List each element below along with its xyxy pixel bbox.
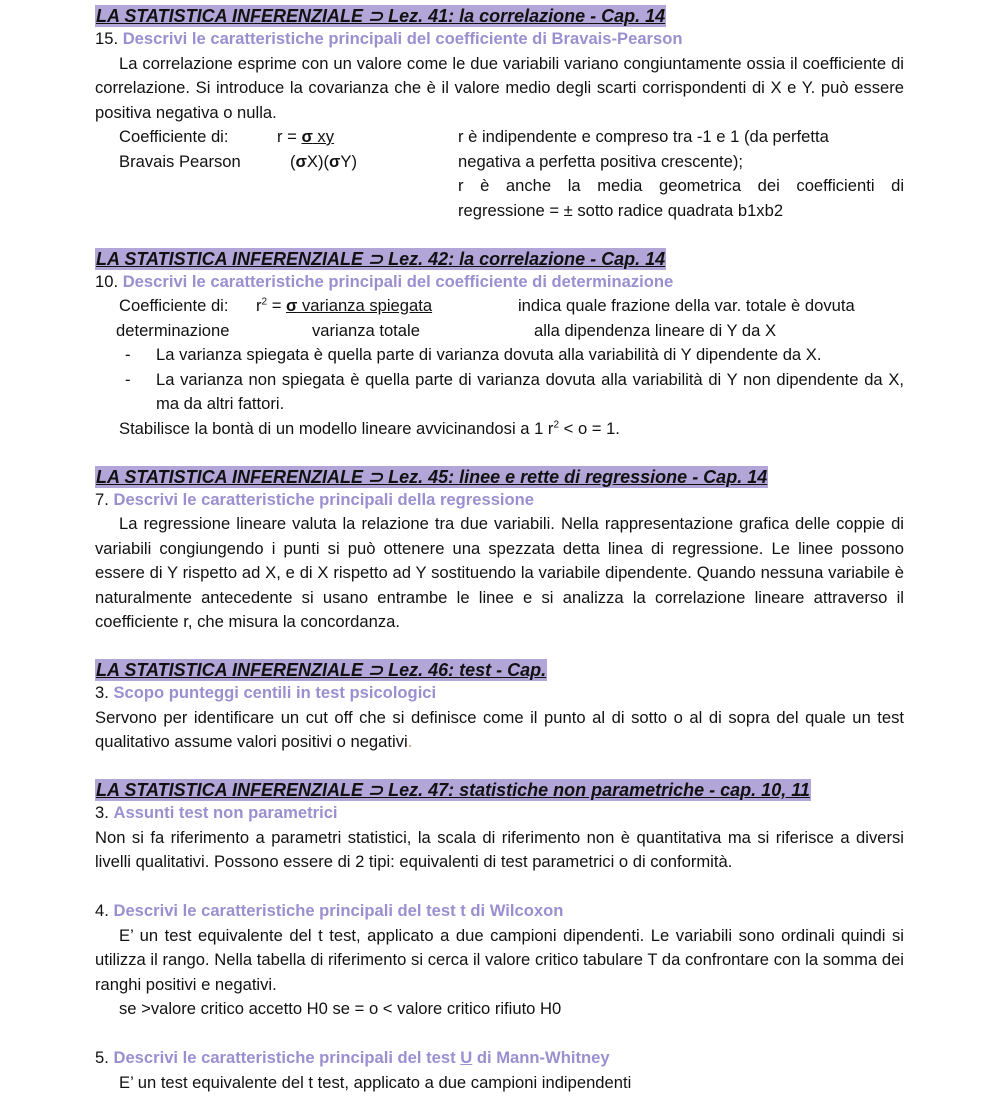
question-number: 15. — [95, 29, 119, 48]
formula-block — [95, 125, 904, 223]
question — [95, 801, 904, 826]
formula-block — [95, 294, 904, 343]
paragraph: Servono per identificare un cut off che si definisce come il punto al di sotto o al di sopra del quale un test qualitativo assume valori positivi o negativi. — [95, 707, 904, 751]
formula-numerator: $r^2 = \sigma$ varianza spiegata — [256, 296, 433, 315]
question — [95, 899, 904, 924]
section-header: LA STATISTICA INFERENZIALE ⊃ Lez. 42: la correlazione - Cap. 14 — [96, 248, 666, 269]
list-item: - La varianza non spiegata è quella parte di varianza dovuta alla variabilità di Y non dipendente da X, ma da altri fattori. — [125, 369, 904, 413]
formula-denominator: (σX)(σY) — [290, 151, 357, 171]
question-title: Assunti test non parametrici — [113, 803, 338, 822]
question-title: Descrivi le caratteristiche principali del test t di Wilcoxon — [113, 901, 564, 920]
paragraph: La regressione lineare valuta la relazione tra due variabili. Nella rappresentazione grafica delle coppie di variabili congiungendo i punti si può ottenere una spezzata detta linea di regressione. Le linee possono essere di Y rispetto ad X, e di X rispetto ad Y sostituendo la variabile dipendente. Quando nessuna variabile è naturalmente antecedente si usano entrambe le linee e si analizza la correlazione lineare attraverso il coefficiente r, che misura la concordanza. — [95, 514, 904, 631]
question — [95, 681, 904, 706]
formula-description: alla dipendenza lineare di Y da X — [534, 320, 777, 340]
formula-label: Coefficiente di: — [119, 296, 229, 315]
question — [95, 270, 904, 295]
list-item: - La varianza spiegata è quella parte di varianza dovuta alla variabilità di Y dipendente da X. — [125, 345, 822, 364]
question-title: Scopo punteggi centili in test psicologici — [113, 683, 437, 702]
question-number: 10. — [95, 271, 119, 291]
formula-description: r è indipendente e compreso tra -1 e 1 (da perfetta negativa a perfetta positiva crescente); r è anche la media geometrica dei coefficienti di regressione = ± sotto radice quadrata b1xb2 — [458, 127, 904, 220]
section-header: LA STATISTICA INFERENZIALE ⊃ Lez. 46: test - Cap. — [96, 660, 547, 680]
question — [95, 27, 904, 52]
paragraph: La correlazione esprime con un valore come le due variabili variano congiuntamente ossia il coefficiente di correlazione. Si introduce la covarianza che è il valore medio degli scarti corrispondenti di X e Y. può essere positiva negativa o nulla. — [95, 53, 904, 122]
question — [95, 488, 904, 513]
paragraph: Stabilisce la bontà di un modello lineare avvicinandosi a 1 $r^2 < o = 1$. — [119, 418, 620, 438]
question-number: 3. — [95, 683, 109, 702]
section-header: LA STATISTICA INFERENZIALE ⊃ Lez. 45: linee e rette di regressione - Cap. 14 — [96, 466, 768, 487]
question-title: Descrivi le caratteristiche principali del coefficiente di determinazione — [122, 271, 674, 291]
section-header: LA STATISTICA INFERENZIALE ⊃ Lez. 41: la correlazione - Cap. 14 — [96, 6, 666, 26]
question-number: 7. — [95, 489, 109, 509]
question-title: Descrivi le caratteristiche principali del coefficiente di Bravais-Pearson — [122, 29, 683, 48]
question-number: 4. — [95, 901, 109, 920]
formula-denominator: varianza totale — [312, 320, 420, 340]
document-page — [95, 5, 904, 1095]
question-number: 3. — [95, 803, 109, 822]
paragraph: se >valore critico accetto H0 se = o < valore critico rifiuto H0 — [119, 999, 562, 1018]
formula-label: Bravais Pearson — [119, 151, 241, 171]
question — [95, 1046, 904, 1071]
question-title: Descrivi le caratteristiche principali del test U di Mann-Whitney — [113, 1048, 610, 1067]
formula-label: determinazione — [116, 320, 230, 340]
paragraph: E’ un test equivalente del t test, applicato a due campioni indipendenti — [119, 1072, 632, 1092]
question-number: 5. — [95, 1048, 109, 1067]
formula-label: Coefficiente di: — [119, 127, 229, 146]
formula-numerator: r = σ xy — [277, 127, 335, 146]
paragraph: Non si fa riferimento a parametri statistici, la scala di riferimento non è quantitativa ma si riferisce a diversi livelli qualitativi. Possono essere di 2 tipi: equivalenti di test parametrici o di conformità. — [95, 827, 904, 871]
question-title: Descrivi le caratteristiche principali della regressione — [113, 489, 535, 509]
paragraph: E’ un test equivalente del t test, applicato a due campioni dipendenti. Le variabili sono ordinali quindi si utilizza il rango. Nella tabella di riferimento si cerca il valore critico tabulare T da confrontare con la somma dei ranghi positivi e negativi. — [95, 925, 904, 994]
formula-description: indica quale frazione della var. totale è dovuta — [518, 296, 855, 315]
section-header: LA STATISTICA INFERENZIALE ⊃ Lez. 47: statistiche non parametriche - cap. 10, 11 — [96, 780, 810, 800]
